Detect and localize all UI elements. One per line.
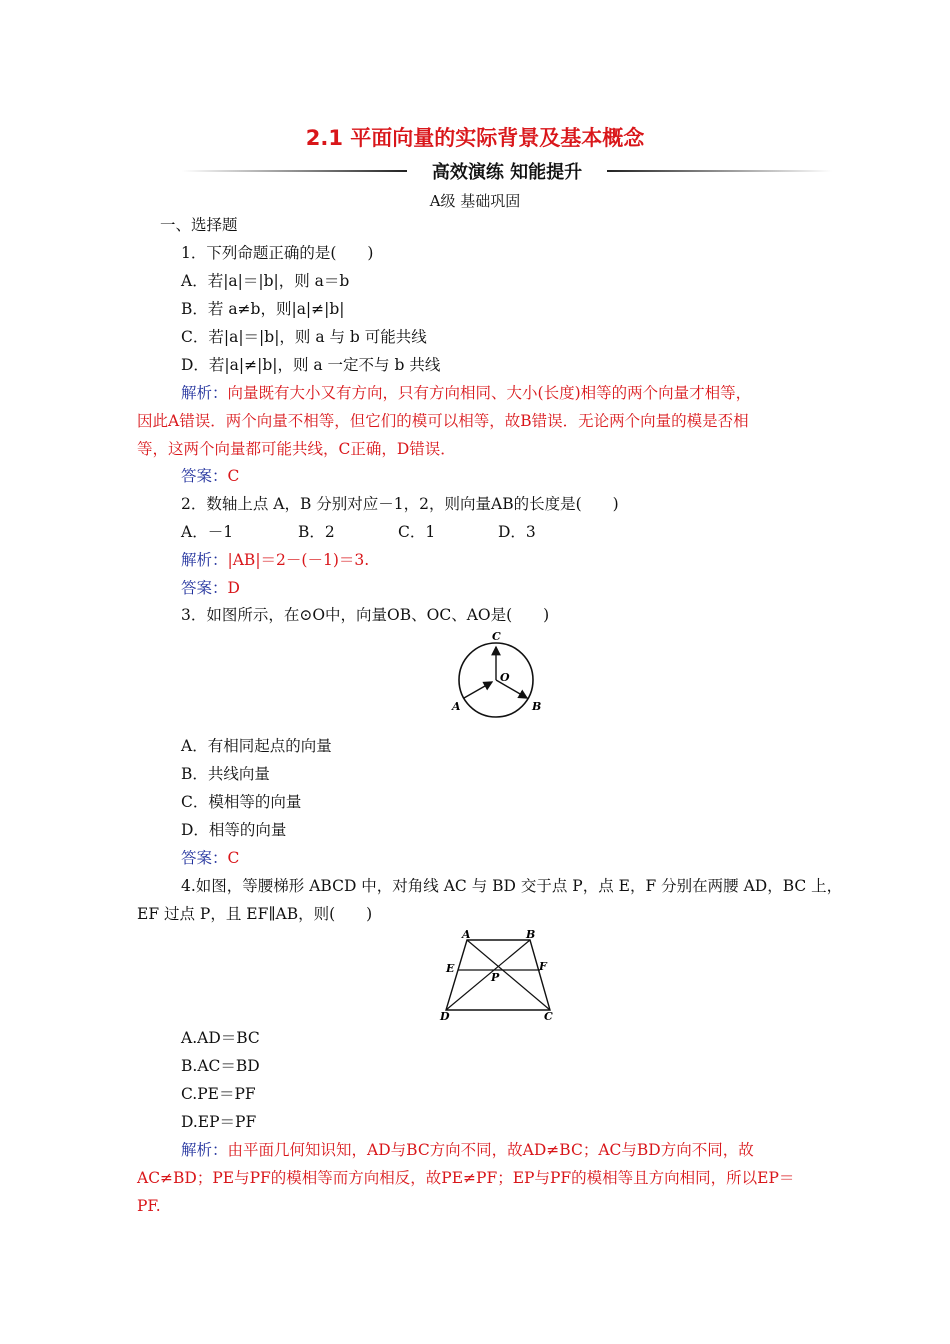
- q2-answer-value: D: [227, 579, 240, 597]
- q3-answer-label: 答案：: [181, 849, 228, 867]
- label-a: A: [452, 700, 461, 713]
- q1-answer-value: C: [227, 467, 240, 485]
- q2-answer: [181, 578, 240, 598]
- q1-analysis-label: 解析：: [181, 384, 228, 402]
- label-p: P: [491, 971, 500, 984]
- label-d: D: [440, 1010, 450, 1023]
- q4-analysis-label: 解析：: [181, 1141, 228, 1159]
- q1-answer: [181, 466, 239, 486]
- q3-option-a: A．有相同起点的向量: [181, 737, 332, 755]
- q4-analysis-text-3: PF.: [137, 1197, 161, 1215]
- page-title: 2.1 平面向量的实际背景及基本概念: [305, 126, 645, 150]
- q1-analysis-line-1: [181, 383, 751, 403]
- circle-figure: [440, 628, 550, 720]
- diagonal-bd: [446, 940, 530, 1010]
- q2-analysis-text: |AB|＝2－(－1)＝3.: [227, 551, 370, 569]
- label-b: B: [532, 700, 542, 713]
- q1-option-d: D．若|a|≠|b|，则 a 一定不与 b 共线: [181, 356, 441, 374]
- q3-answer-value: C: [227, 849, 240, 867]
- q3-option-b: B．共线向量: [181, 765, 270, 783]
- q2-answer-label: 答案：: [181, 579, 228, 597]
- q1-stem: 1．下列命题正确的是( ): [181, 244, 374, 262]
- q1-option-b: B．若 a≠b，则|a|≠|b|: [181, 300, 345, 318]
- q1-answer-label: 答案：: [181, 467, 228, 485]
- label-a: A: [462, 928, 471, 941]
- q4-option-a: A.AD＝BC: [181, 1029, 260, 1047]
- q3-option-c: C．模相等的向量: [181, 793, 302, 811]
- label-f: F: [539, 960, 547, 973]
- q3-stem: 3．如图所示，在⊙O中，向量OB、OC、AO是( ): [181, 606, 550, 624]
- q4-analysis-text-1: 由平面几何知识知，AD与BC方向不同，故AD≠BC；AC与BD方向不同，故: [227, 1141, 754, 1159]
- q1-analysis-text-1: 向量既有大小又有方向，只有方向相同、大小(长度)相等的两个向量才相等，: [227, 384, 752, 402]
- label-b: B: [526, 928, 536, 941]
- q2-option-b: B．2: [298, 523, 335, 541]
- q2-analysis: [181, 550, 369, 570]
- vector-ao: [464, 682, 492, 698]
- label-c: C: [544, 1010, 553, 1023]
- q4-stem-line-1: 4.如图，等腰梯形 ABCD 中，对角线 AC 与 BD 交于点 P，点 E，F 分别在两腰 AD，BC 上，: [181, 877, 843, 895]
- label-o: O: [500, 671, 510, 684]
- q4-option-d: D.EP＝PF: [181, 1113, 257, 1131]
- q3-answer: [181, 848, 239, 868]
- q4-analysis-text-2: AC≠BD；PE与PF的模相等而方向相反，故PE≠PF；EP与PF的模相等且方向相同，所以EP＝: [137, 1169, 795, 1187]
- q4-stem-line-2: EF 过点 P，且 EF∥AB，则( ): [137, 905, 373, 923]
- q1-option-c: C．若|a|＝|b|，则 a 与 b 可能共线: [181, 328, 427, 346]
- q1-option-a: A．若|a|＝|b|，则 a＝b: [181, 272, 350, 290]
- label-c: C: [492, 630, 501, 643]
- q1-analysis-text-3: 等，这两个向量都可能共线，C正确，D错误．: [137, 440, 456, 458]
- q2-stem: 2．数轴上点 A，B 分别对应－1，2，则向量AB的长度是( ): [181, 495, 619, 513]
- q2-option-d: D．3: [498, 523, 536, 541]
- q1-analysis-text-2: 因此A错误．两个向量不相等，但它们的模可以相等，故B错误．无论两个向量的模是否相: [137, 412, 749, 430]
- q4-option-b: B.AC＝BD: [181, 1057, 260, 1075]
- q3-option-d: D．相等的向量: [181, 821, 287, 839]
- q4-analysis-line-1: [181, 1140, 754, 1160]
- level-heading: A级 基础巩固: [429, 192, 521, 210]
- q2-option-c: C．1: [398, 523, 436, 541]
- q2-analysis-label: 解析：: [181, 551, 228, 569]
- label-e: E: [446, 962, 455, 975]
- q4-option-c: C.PE＝PF: [181, 1085, 256, 1103]
- banner: [182, 158, 832, 184]
- q2-option-a: A．－1: [181, 523, 234, 541]
- banner-text: 高效演练 知能提升: [431, 162, 583, 183]
- diagonal-ac: [467, 940, 550, 1010]
- trapezoid-figure: [436, 926, 561, 1024]
- section-heading: 一、选择题: [160, 216, 238, 234]
